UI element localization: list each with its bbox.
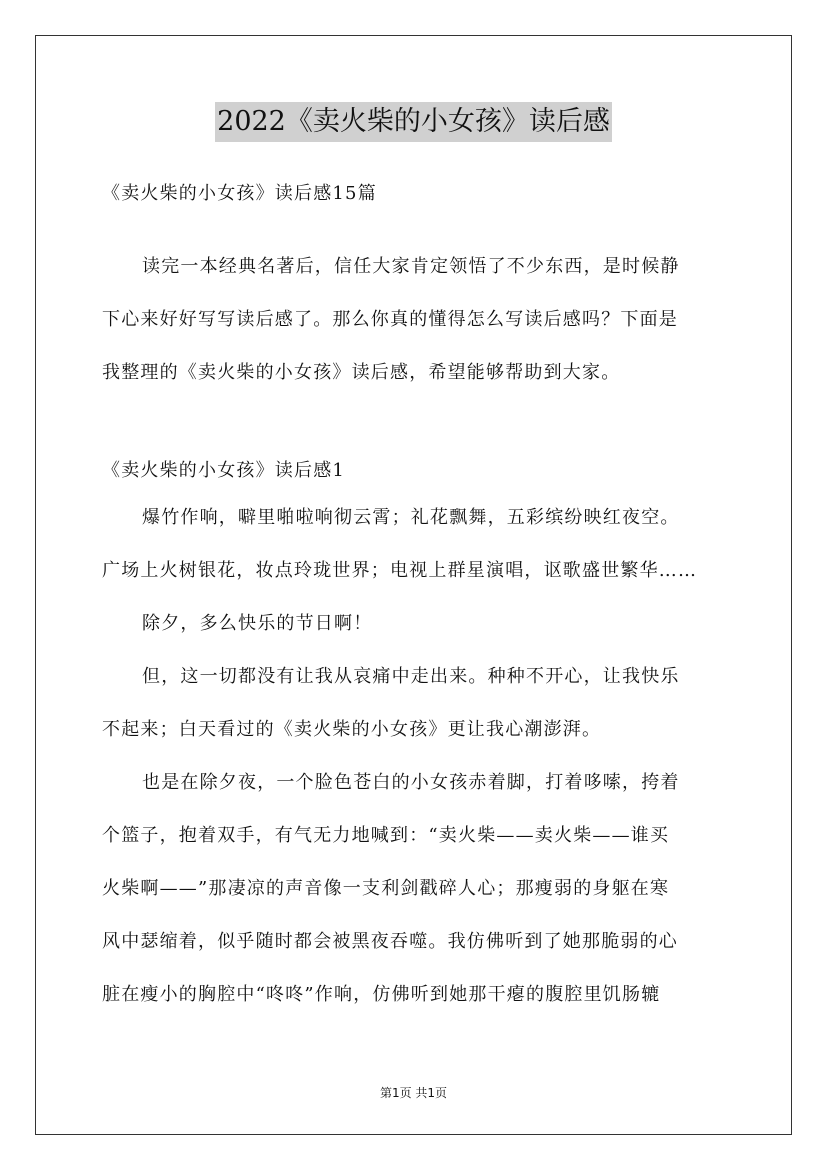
- paragraph-line: 但，这一切都没有让我从哀痛中走出来。种种不开心，让我快乐: [142, 666, 680, 687]
- paragraph-line: 脏在瘦小的胸腔中“咚咚”作响，仿佛听到她那干瘪的腹腔里饥肠辘: [102, 984, 661, 1005]
- paragraph-line: 读完一本经典名著后，信任大家肯定领悟了不少东西，是时候静: [142, 256, 680, 277]
- page-title: 2022《卖火柴的小女孩》读后感: [215, 102, 612, 142]
- subtitle: 《卖火柴的小女孩》读后感15篇: [102, 183, 377, 204]
- paragraph-line: 不起来；白天看过的《卖火柴的小女孩》更让我心潮澎湃。: [102, 719, 602, 740]
- paragraph-line: 风中瑟缩着，似乎随时都会被黑夜吞噬。我仿佛听到了她那脆弱的心: [102, 931, 678, 952]
- page-footer: 第1页 共1页: [379, 1086, 448, 1100]
- document-body: [102, 174, 728, 1021]
- paragraph-line: 下心来好好写写读后感了。那么你真的懂得怎么写读后感吗？下面是: [102, 309, 678, 330]
- paragraph-line: 火柴啊——”那凄凉的声音像一支利剑戳碎人心；那瘦弱的身躯在寒: [102, 878, 670, 899]
- title-container: [0, 102, 827, 142]
- paragraph-line: 个篮子，抱着双手，有气无力地喊到：“卖火柴——卖火柴——谁买: [102, 825, 670, 846]
- section-heading: 《卖火柴的小女孩》读后感1: [102, 460, 346, 481]
- paragraph-line: 我整理的《卖火柴的小女孩》读后感，希望能够帮助到大家。: [102, 362, 621, 383]
- paragraph-line: 广场上火树银花，妆点玲珑世界；电视上群星演唱，讴歌盛世繁华……: [102, 560, 698, 581]
- paragraph-line: 除夕，多么快乐的节日啊！: [142, 613, 373, 634]
- paragraph-line: 也是在除夕夜，一个脸色苍白的小女孩赤着脚，打着哆嗦，挎着: [142, 772, 680, 793]
- paragraph-line: 爆竹作响，噼里啪啦响彻云霄；礼花飘舞，五彩缤纷映红夜空。: [142, 507, 680, 528]
